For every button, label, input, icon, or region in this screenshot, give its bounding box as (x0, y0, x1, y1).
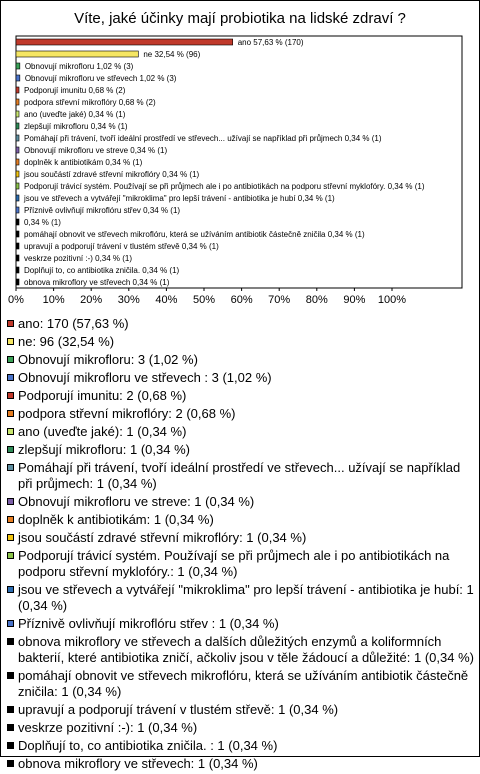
x-tick-label: 50% (192, 294, 216, 306)
legend-swatch (7, 706, 14, 713)
legend-item (7, 616, 475, 632)
legend-item (7, 460, 475, 492)
bar-data-label: Obnovují mikrofloru ve streve 0,34 % (1) (24, 146, 168, 155)
legend-swatch (7, 338, 14, 345)
bar-data-label: pomáhají obnovit ve střevech mikroflóru, která se užíváním antibiotik částečně zničila 0,34 % (1) (24, 230, 365, 239)
legend-swatch (7, 464, 14, 471)
x-tick-label: 10% (42, 294, 65, 306)
bar-data-label: jsou součástí zdravé střevní mikroflóry 0,34 % (1) (24, 170, 200, 179)
bar-data-label: upravují a podporují trávení v tlustém střevě 0,34 % (1) (24, 242, 219, 251)
bar (16, 147, 19, 153)
x-tick-label: 0% (8, 294, 24, 306)
legend-item (7, 634, 475, 666)
legend-swatch (7, 724, 14, 731)
legend-label: Doplňují to, co antibiotika zničila. : 1 (0,34 %) (18, 738, 278, 753)
legend-label: Obnovují mikrofloru ve streve: 1 (0,34 %) (18, 494, 255, 509)
legend-swatch (7, 392, 14, 399)
legend-item (7, 352, 475, 368)
legend-item (7, 738, 475, 754)
legend (7, 316, 475, 774)
bar-chart (0, 0, 480, 310)
x-tick-label: 30% (117, 294, 140, 306)
legend-swatch (7, 374, 14, 381)
x-tick-label: 40% (155, 294, 178, 306)
legend-swatch (7, 742, 14, 749)
x-tick-label: 20% (80, 294, 103, 306)
bar (16, 231, 19, 237)
legend-item (7, 334, 475, 350)
legend-item (7, 756, 475, 772)
bar-data-label: ano (uveďte jaké) 0,34 % (1) (24, 110, 126, 119)
legend-label: Pomáhají při trávení, tvoří ideální prostředí ve střevech... užívají se například při průjmech: 1 (0,34 %) (18, 460, 461, 491)
bar-data-label: Podporují trávicí systém. Používají se při průjmech ale i po antibiotikách na podporu střevní myklofóry. 0,34 % (1) (24, 182, 425, 191)
legend-label: jsou ve střevech a vytvářejí "mikroklima" pro lepší trávení - antibiotika je hubí: 1 (0,34 %) (18, 582, 474, 613)
bar-data-label: podpora střevní mikroflóry 0,68 % (2) (24, 98, 156, 107)
legend-label: jsou součástí zdravé střevní mikroflóry: 1 (0,34 %) (18, 530, 307, 545)
legend-label: upravují a podporují trávení v tlustém střevě: 1 (0,34 %) (18, 702, 339, 717)
legend-item (7, 494, 475, 510)
bar-data-label: Pomáhají při trávení, tvoří ideální prostředí ve střevech... užívají se například při průjmech 0,34 % (1) (24, 134, 382, 143)
legend-item (7, 720, 475, 736)
bar (16, 51, 138, 57)
legend-item (7, 702, 475, 718)
legend-label: obnova mikroflory ve střevech: 1 (0,34 %) (18, 756, 258, 771)
legend-swatch (7, 620, 14, 627)
legend-label: podpora střevní mikroflóry: 2 (0,68 %) (18, 406, 236, 421)
bar (16, 111, 19, 117)
legend-label: Podporují imunitu: 2 (0,68 %) (18, 388, 187, 403)
bar-data-label: veskrze pozitivní :-) 0,34 % (1) (24, 254, 133, 263)
legend-label: Podporují trávicí systém. Používají se při průjmech ale i po antibiotikách na podporu střevní myklofóry.: 1 (0,34 %) (18, 548, 450, 579)
bar-data-label: ano 57,63 % (170) (237, 38, 304, 47)
bar (16, 255, 19, 261)
bar (16, 39, 233, 45)
bar (16, 171, 19, 177)
bar (16, 183, 19, 189)
bar-data-label: Doplňují to, co antibiotika zničila. 0,34 % (1) (24, 266, 180, 275)
bar-data-label: Obnovují mikrofloru ve střevech 1,02 % (3) (24, 74, 177, 83)
legend-item (7, 424, 475, 440)
legend-label: pomáhají obnovit ve střevech mikroflóru, která se užíváním antibiotik částečně zničila: 1 (0,34 %) (18, 668, 469, 699)
legend-item (7, 370, 475, 386)
legend-label: Obnovují mikrofloru ve střevech : 3 (1,02 %) (18, 370, 272, 385)
bar (16, 195, 19, 201)
chart-title: Víte, jaké účinky mají probiotika na lidské zdraví ? (74, 10, 406, 27)
legend-swatch (7, 428, 14, 435)
x-tick-label: 100% (377, 294, 407, 306)
legend-item (7, 406, 475, 422)
bar (16, 63, 20, 69)
x-tick-label: 70% (268, 294, 291, 306)
bar-data-label: 0,34 % (1) (24, 218, 61, 227)
legend-swatch (7, 638, 14, 645)
legend-item (7, 512, 475, 528)
bar-data-label: Podporují imunitu 0,68 % (2) (24, 86, 126, 95)
bar (16, 267, 19, 273)
legend-swatch (7, 516, 14, 523)
bar (16, 207, 19, 213)
legend-label: doplněk k antibiotikám: 1 (0,34 %) (18, 512, 214, 527)
legend-label: Obnovují mikrofloru: 3 (1,02 %) (18, 352, 198, 367)
legend-label: ano (uveďte jaké): 1 (0,34 %) (18, 424, 187, 439)
legend-swatch (7, 552, 14, 559)
legend-item (7, 548, 475, 580)
legend-label: zlepšují mikrofloru: 1 (0,34 %) (18, 442, 190, 457)
legend-swatch (7, 498, 14, 505)
legend-item (7, 668, 475, 700)
bar (16, 159, 19, 165)
legend-swatch (7, 320, 14, 327)
legend-swatch (7, 586, 14, 593)
bar-data-label: doplněk k antibiotikám 0,34 % (1) (24, 158, 143, 167)
bar (16, 219, 19, 225)
legend-item (7, 388, 475, 404)
legend-swatch (7, 760, 14, 767)
bar-data-label: Příznivě ovlivňují mikroflóru střev 0,34 % (1) (24, 206, 181, 215)
bar (16, 99, 19, 105)
x-tick-label: 60% (230, 294, 253, 306)
legend-item (7, 582, 475, 614)
bar (16, 75, 20, 81)
bar-data-label: jsou ve střevech a vytvářejí "mikroklima" pro lepší trávení - antibiotika je hubí 0,34 % (1) (24, 194, 335, 203)
bar (16, 135, 19, 141)
legend-label: ne: 96 (32,54 %) (18, 334, 115, 349)
legend-label: obnova mikroflory ve střevech a dalších důležitých enzymů a koliformních bakterií, které antibiotika zničí, ačkoliv jsou v těle žádoucí a důležité: 1 (0,34 %) (18, 634, 474, 665)
legend-item (7, 316, 475, 332)
legend-label: Příznivě ovlivňují mikroflóru střev : 1 (0,34 %) (18, 616, 279, 631)
legend-swatch (7, 446, 14, 453)
legend-swatch (7, 356, 14, 363)
legend-swatch (7, 672, 14, 679)
legend-item (7, 530, 475, 546)
bar-data-label: Obnovují mikrofloru 1,02 % (3) (24, 62, 134, 71)
bar-data-label: obnova mikroflory ve střevech 0,34 % (1) (24, 278, 170, 287)
x-tick-label: 90% (343, 294, 366, 306)
bar-data-label: ne 32,54 % (96) (143, 50, 201, 59)
legend-swatch (7, 410, 14, 417)
legend-label: ano: 170 (57,63 %) (18, 316, 129, 331)
bar (16, 243, 19, 249)
bar (16, 279, 19, 285)
legend-swatch (7, 534, 14, 541)
x-tick-label: 80% (305, 294, 328, 306)
legend-item (7, 442, 475, 458)
bar (16, 87, 19, 93)
legend-label: veskrze pozitivní :-): 1 (0,34 %) (18, 720, 198, 735)
bar-data-label: zlepšují mikrofloru 0,34 % (1) (24, 122, 128, 131)
bar (16, 123, 19, 129)
